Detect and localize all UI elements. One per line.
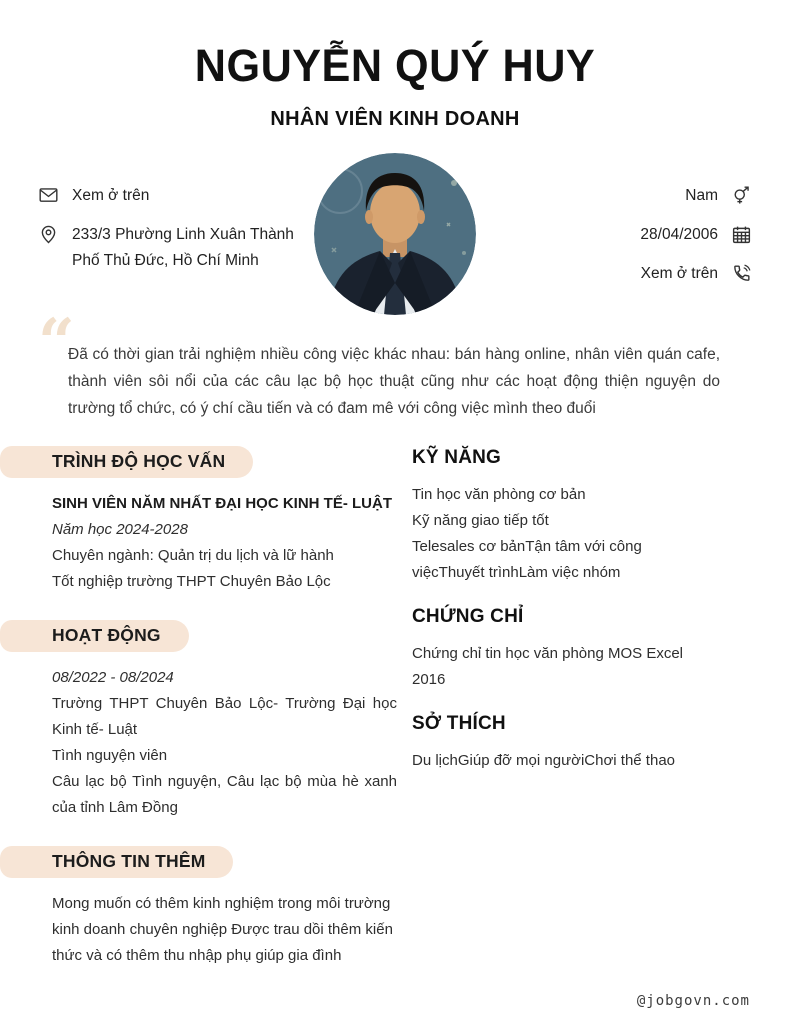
contact-email-value: Xem ở trên [72, 187, 150, 204]
contact-address-value: 233/3 Phường Linh Xuân Thành Phố Thủ Đức, Hồ Chí Minh [72, 226, 294, 269]
contact-gender-row [476, 183, 752, 209]
contact-gender-value: Nam [685, 187, 718, 204]
education-major: Chuyên ngành: Quản trị du lịch và lữ hành [52, 547, 334, 564]
certificates-section [412, 606, 790, 693]
skills-section [412, 447, 790, 586]
watermark: @jobgovn.com [636, 993, 750, 1009]
activities-org: Trường THPT Chuyên Bảo Lộc- Trường Đại học Kinh tế- Luật [52, 695, 397, 738]
contact-email-row [38, 183, 314, 209]
contact-right [476, 153, 752, 300]
skill-item: Telesales cơ bảnTận tâm với công việcThuyết trìnhLàm việc nhóm [412, 538, 642, 581]
location-pin-icon [38, 224, 59, 245]
section-header-certificates: CHỨNG CHỈ [412, 606, 524, 627]
education-degree: SINH VIÊN NĂM NHẤT ĐẠI HỌC KINH TẾ- LUẬT [52, 495, 392, 512]
contact-address-row [38, 222, 314, 274]
section-header-activities: HOẠT ĐỘNG [0, 620, 189, 652]
page-title: NGUYỄN QUÝ HUY [194, 40, 596, 91]
quote-text: Đã có thời gian trải nghiệm nhiều công việc khác nhau: bán hàng online, nhân viên quán cafe, thành viên sôi nổi của các câu lạc bộ học thuật cũng như các hoạt động thiện nguyện do trường tổ chức, có ý chí cầu tiến và có đam mê với công việc mình theo đuổi [68, 346, 720, 417]
education-entry [52, 491, 397, 595]
section-header-skills: KỸ NĂNG [412, 447, 502, 468]
skills-list [412, 482, 712, 586]
hobbies-list [412, 748, 712, 774]
hobbies-section [412, 713, 790, 774]
contact-section [0, 153, 790, 315]
activities-detail: Câu lạc bộ Tình nguyện, Câu lạc bộ mùa hè xanh của tỉnh Lâm Đồng [52, 773, 397, 816]
education-school: Tốt nghiệp trường THPT Chuyên Bảo Lộc [52, 573, 331, 590]
phone-icon [731, 263, 752, 284]
section-header-additional-info: THÔNG TIN THÊM [0, 846, 233, 878]
section-header-education: TRÌNH ĐỘ HỌC VẤN [0, 446, 253, 478]
certificate-item: Chứng chỉ tin học văn phòng MOS Excel 2016 [412, 645, 684, 688]
activities-role: Tình nguyện viên [52, 747, 168, 764]
contact-birthdate-row [476, 222, 752, 248]
job-title: NHÂN VIÊN KINH DOANH [270, 108, 520, 130]
skill-item: Tin học văn phòng cơ bản [412, 486, 586, 503]
contact-phone-row [476, 261, 752, 287]
gender-icon [731, 185, 752, 206]
activities-entry [52, 665, 397, 821]
quote-icon: “ [38, 305, 75, 380]
additional-info-text: Mong muốn có thêm kinh nghiệm trong môi trường kinh doanh chuyên nghiệp Được trau dồi thêm kiến thức và có thêm thu nhập phụ giúp gia đình [52, 895, 393, 964]
contact-birthdate-value: 28/04/2006 [640, 226, 718, 243]
cv-header [0, 0, 790, 131]
main-columns [0, 446, 790, 994]
activities-period: 08/2022 - 08/2024 [52, 669, 174, 686]
calendar-icon [731, 224, 752, 245]
envelope-icon [38, 185, 59, 206]
skill-item: Kỹ năng giao tiếp tốt [412, 512, 549, 529]
profile-photo [314, 153, 476, 315]
contact-left [38, 153, 314, 287]
education-years: Năm học 2024-2028 [52, 521, 188, 538]
left-column [0, 446, 412, 994]
contact-phone-value: Xem ở trên [640, 265, 718, 282]
right-column [412, 446, 790, 994]
hobby-item: Du lịchGiúp đỡ mọi ngườiChơi thể thao [412, 752, 676, 769]
quote-section [0, 305, 790, 422]
certificates-list [412, 641, 712, 693]
section-header-hobbies: SỞ THÍCH [412, 713, 506, 734]
